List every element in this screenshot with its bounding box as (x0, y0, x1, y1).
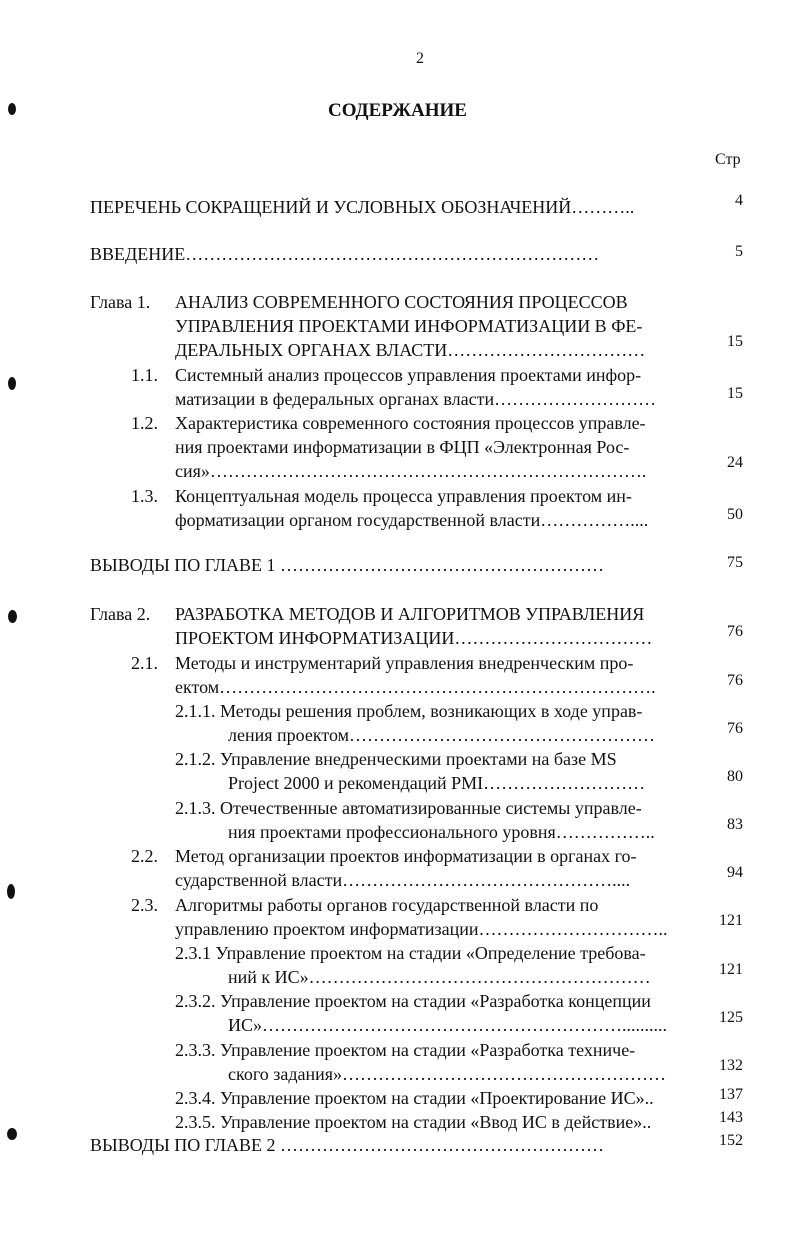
toc-entry-page: 94 (727, 864, 743, 881)
toc-entry-text: ДЕРАЛЬНЫХ ОРГАНАХ ВЛАСТИ…………………………… (175, 340, 646, 360)
toc-entry-page: 83 (727, 816, 743, 833)
toc-entry-text: Алгоритмы работы органов государственной власти по (175, 895, 599, 915)
toc-entry-text: АНАЛИЗ СОВРЕМЕННОГО СОСТОЯНИЯ ПРОЦЕССОВ (175, 292, 628, 312)
toc-entry-text: 2.1.1. Методы решения проблем, возникающих в ходе управ- (175, 701, 643, 721)
toc-entry-text: ИС»…………………………………………………….......... (228, 1015, 668, 1035)
toc-entry-text: ВЫВОДЫ ПО ГЛАВЕ 2 ……………………………………………… (90, 1135, 605, 1155)
toc-entry-page: 75 (727, 554, 743, 571)
toc-entry-page: 152 (719, 1132, 743, 1149)
toc-entry-text: ления проектом…………………………………………… (228, 725, 656, 745)
toc-entry-page: 4 (735, 192, 743, 209)
toc-entry-text: Методы и инструментарий управления внедренческим про- (175, 653, 634, 673)
section-number: 1.1. (131, 365, 158, 385)
toc-entry-text: 2.3.3. Управление проектом на стадии «Разработка техниче- (175, 1040, 636, 1060)
section-number: 2.2. (131, 846, 158, 866)
toc-entry-page: 121 (719, 961, 743, 978)
toc-entry-text: ВВЕДЕНИЕ…………………………………………………………… (90, 244, 600, 264)
toc-entry-page: 76 (727, 672, 743, 689)
toc-entry-text: 2.1.3. Отечественные автоматизированные системы управле- (175, 798, 642, 818)
scan-mark (7, 884, 15, 899)
scan-mark (8, 377, 16, 390)
toc-entry-text: ПРОЕКТОМ ИНФОРМАТИЗАЦИИ…………………………… (175, 628, 653, 648)
toc-title: СОДЕРЖАНИЕ (328, 100, 467, 121)
toc-entry-page: 125 (719, 1009, 743, 1026)
toc-entry-text: 2.3.4. Управление проектом на стадии «Проектирование ИС».. (175, 1088, 654, 1108)
toc-entry-page: 80 (727, 768, 743, 785)
toc-entry-text: ектом………………………………………………………………. (175, 677, 656, 697)
toc-entry-text: 2.1.2. Управление внедренческими проектами на базе MS (175, 749, 617, 769)
toc-entry-text: ний к ИС»………………………………………………… (228, 967, 651, 987)
scan-mark (7, 1128, 17, 1140)
page-number: 2 (416, 50, 424, 67)
section-number: 2.3. (131, 895, 158, 915)
toc-entry-text: Системный анализ процессов управления проектами инфор- (175, 365, 642, 385)
toc-entry-page: 143 (719, 1109, 743, 1126)
toc-entry-text: матизации в федеральных органах власти……………………… (175, 389, 657, 409)
section-number: 2.1. (131, 653, 158, 673)
toc-entry-text: ского задания»……………………………………………… (228, 1064, 667, 1084)
toc-entry-text: УПРАВЛЕНИЯ ПРОЕКТАМИ ИНФОРМАТИЗАЦИИ В ФЕ- (175, 316, 643, 336)
toc-entry-text: 2.3.1 Управление проектом на стадии «Определение требова- (175, 943, 646, 963)
toc-entry-text: 2.3.2. Управление проектом на стадии «Разработка концепции (175, 991, 651, 1011)
toc-entry-text: управлению проектом информатизации………………………….. (175, 919, 668, 939)
toc-entry-text: форматизации органом государственной власти…………….... (175, 510, 649, 530)
chapter-number: Глава 1. (90, 292, 151, 312)
toc-entry-page: 24 (727, 454, 743, 471)
toc-entry-page: 132 (719, 1057, 743, 1074)
toc-entry-page: 15 (727, 333, 743, 350)
toc-entry-text: Концептуальная модель процесса управления проектом ин- (175, 486, 632, 506)
toc-entry-page: 121 (719, 912, 743, 929)
page-column-header: Стр (715, 151, 741, 168)
chapter-number: Глава 2. (90, 604, 151, 624)
toc-entry-text: Project 2000 и рекомендаций PMI……………………… (228, 773, 646, 793)
toc-entry-page: 50 (727, 506, 743, 523)
section-number: 1.2. (131, 413, 158, 433)
toc-entry-text: РАЗРАБОТКА МЕТОДОВ И АЛГОРИТМОВ УПРАВЛЕНИЯ (175, 604, 645, 624)
toc-entry-page: 15 (727, 385, 743, 402)
toc-entry-text: сия»………………………………………………………………. (175, 461, 647, 481)
toc-entry-text: ВЫВОДЫ ПО ГЛАВЕ 1 ……………………………………………… (90, 555, 605, 575)
toc-entry-page: 76 (727, 623, 743, 640)
toc-entry-text: ПЕРЕЧЕНЬ СОКРАЩЕНИЙ И УСЛОВНЫХ ОБОЗНАЧЕНИЙ……….. (90, 197, 635, 217)
toc-entry-page: 137 (719, 1086, 743, 1103)
toc-entry-text: ния проектами профессионального уровня…………….. (228, 822, 655, 842)
toc-entry-page: 5 (735, 243, 743, 260)
toc-entry-text: ния проектами информатизации в ФЦП «Электронная Рос- (175, 437, 630, 457)
toc-entry-text: Характеристика современного состояния процессов управле- (175, 413, 646, 433)
scan-mark (8, 610, 17, 623)
toc-entry-page: 76 (727, 720, 743, 737)
toc-entry-text: 2.3.5. Управление проектом на стадии «Ввод ИС в действие».. (175, 1112, 652, 1132)
toc-entry-text: сударственной власти……………………………………….... (175, 870, 631, 890)
toc-entry-text: Метод организации проектов информатизации в органах го- (175, 846, 637, 866)
section-number: 1.3. (131, 486, 158, 506)
